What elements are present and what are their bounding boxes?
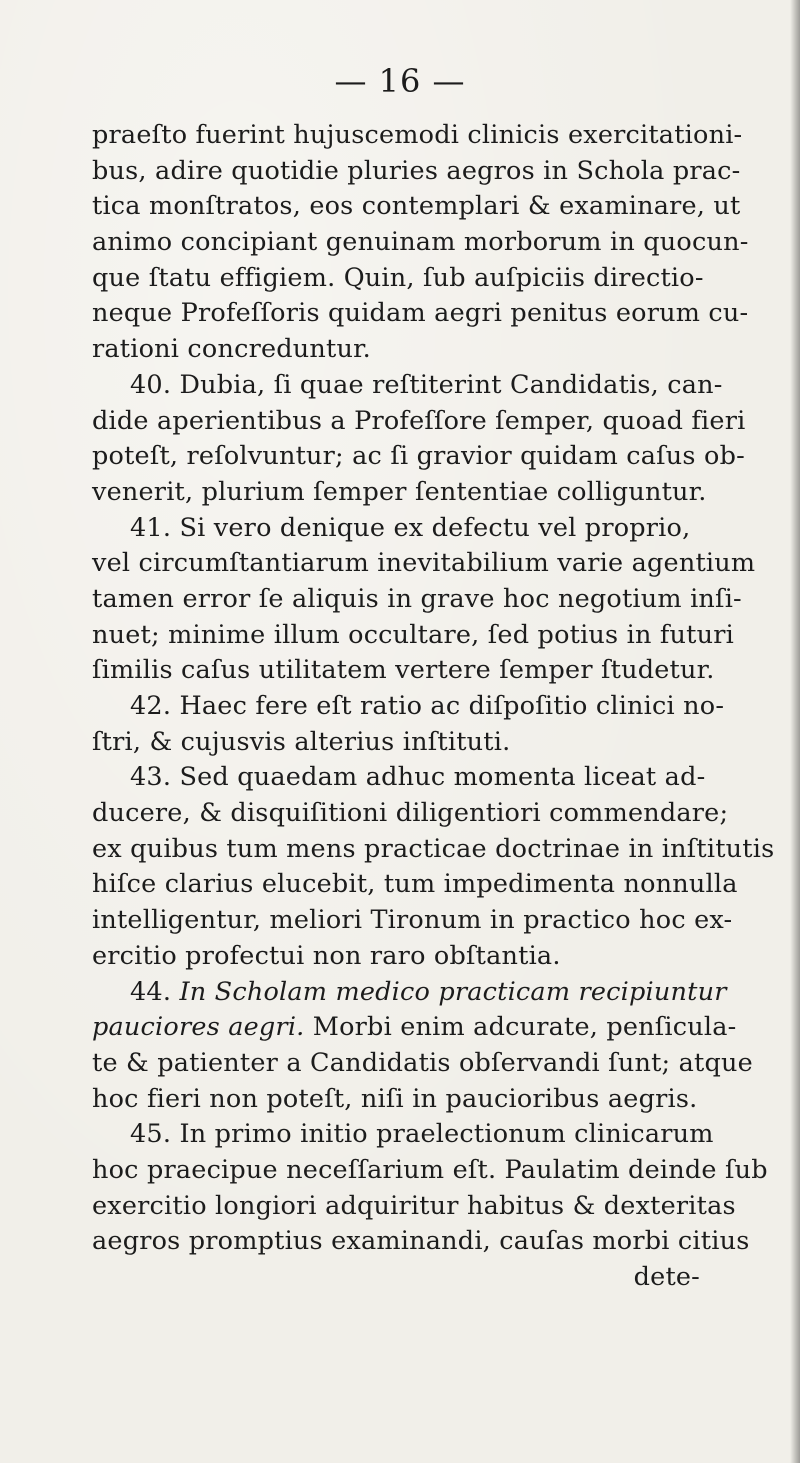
text-line: animo concipiant genuinam morborum in quocun- [92,227,749,258]
paragraph-40-start: 40. Dubia, ſi quae reſtiterint Candidatis, can- [130,369,723,400]
text-line: te & patienter a Candidatis obſervandi ſunt; atque [92,1047,753,1078]
paragraph-number: 44. [130,976,180,1007]
text-line: ex quibus tum mens practicae doctrinae in inſtitutis [92,833,775,864]
text-line: ducere, & disquiſitioni diligentiori commendare; [92,798,729,829]
text-line: nuet; minime illum occultare, ſed potius in futuri [92,619,734,650]
text-line: vel circumſtantiarum inevitabilium varie agentium [92,548,756,579]
text-line: bus, adire quotidie pluries aegros in Schola prac- [92,155,741,186]
text-line: hoc praecipue neceſſarium eſt. Paulatim deinde ſub [92,1154,768,1185]
text-line: tamen error ſe aliquis in grave hoc negotium inſi- [92,583,742,614]
text-line: aegros promptius examinandi, cauſas morbi citius [92,1226,750,1257]
text-line: ercitio profectui non raro obſtantia. [92,940,561,971]
italic-heading: In Scholam medico practicam recipiuntur [179,976,727,1007]
text-line: exercitio longiori adquiritur habitus & dexteritas [92,1190,736,1221]
text-line: venerit, plurium ſemper ſententiae colliguntur. [92,476,707,507]
text-line: ſimilis caſus utilitatem vertere ſemper ſtudetur. [92,655,715,686]
text-line: poteſt, reſolvuntur; ac ſi gravior quidam caſus ob- [92,441,745,472]
page-edge-shadow [790,0,800,1463]
text-line: intelligentur, meliori Tironum in practico hoc ex- [92,905,733,936]
italic-heading-end: pauciores aegri. [92,1012,305,1043]
text-segment: Morbi enim adcurate, penſicula- [304,1012,737,1043]
paragraph-41-start: 41. Si vero denique ex defectu vel proprio, [130,512,691,543]
text-line: hiſce clarius elucebit, tum impedimenta nonnulla [92,869,738,900]
catchword: dete- [633,1262,700,1292]
paragraph-42-start: 42. Haec fere eſt ratio ac diſpoſitio clinici no- [130,691,725,721]
paragraph-43-start: 43. Sed quaedam adhuc momenta liceat ad- [130,762,706,793]
text-line: que ſtatu effigiem. Quin, ſub auſpiciis directio- [92,262,704,293]
text-line: tica monſtratos, eos contemplari & examinare, ut [92,191,741,222]
body-text [92,118,775,1296]
paragraph-45-start: 45. In primo initio praelectionum clinicarum [130,1119,714,1150]
text-line [92,1010,760,1046]
text-line: hoc fieri non poteſt, niſi in paucioribus aegris. [92,1083,698,1114]
page-number-header: — 16 — [334,62,466,100]
paragraph-44-start [92,975,760,1011]
text-line: rationi concreduntur. [92,334,371,365]
text-line: dide aperientibus a Profeſſore ſemper, quoad fieri [92,405,746,436]
text-line: neque Profeſſoris quidam aegri penitus eorum cu- [92,298,749,329]
text-line: ſtri, & cujusvis alterius inſtituti. [92,726,511,757]
text-line: praeſto fuerint hujuscemodi clinicis exercitationi- [92,120,743,150]
